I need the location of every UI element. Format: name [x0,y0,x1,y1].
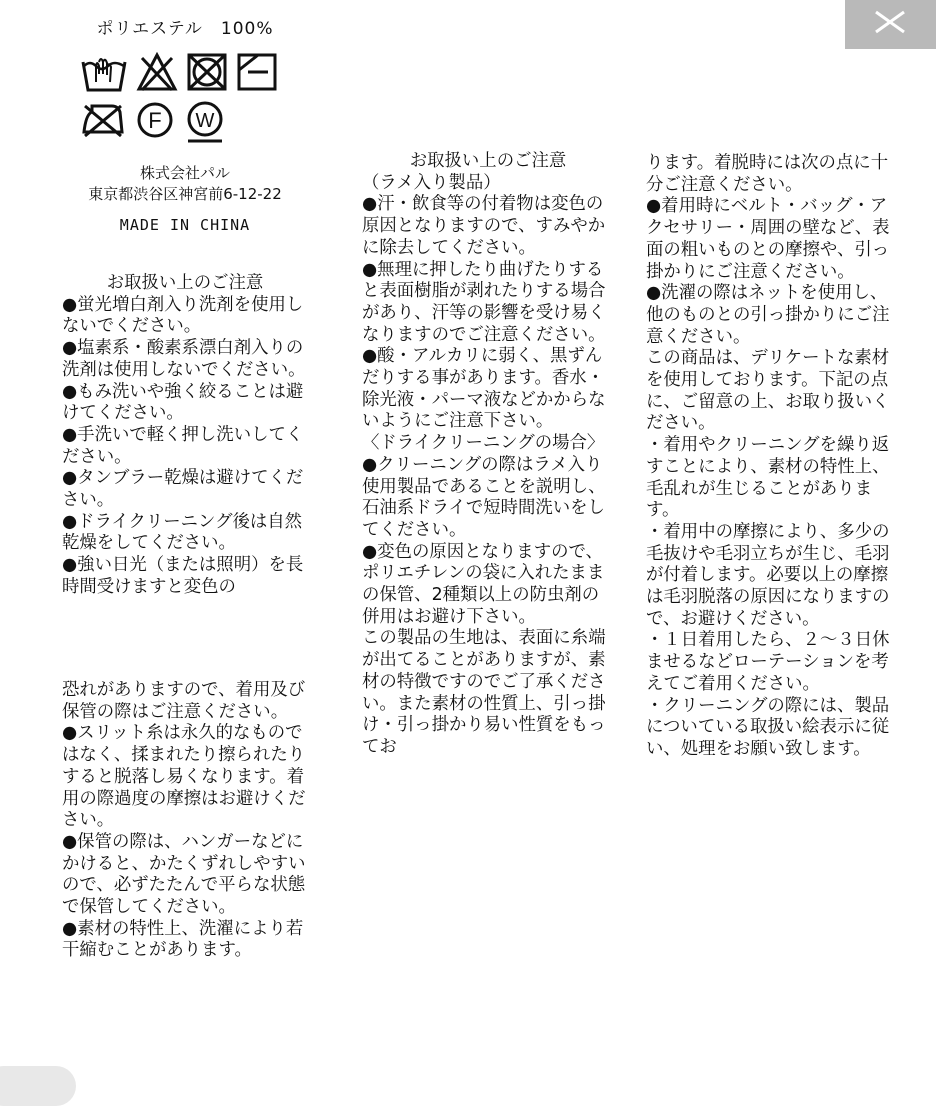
care-notes-column-3 [646,153,890,761]
care-symbols-row-1 [80,52,278,94]
section-title: お取扱い上のご注意 [106,273,264,293]
care-notes-column-1-bottom [62,680,312,962]
list-item: ・クリーニングの際には、製品についている取扱い絵表示に従い、処理をお願い致します。 [646,695,890,759]
care-notes-column-2 [362,151,614,759]
close-button[interactable] [845,0,936,49]
section-subtitle: （ラメ入り製品） [362,172,501,193]
list-item: ●タンブラー乾燥は避けてください。 [62,468,304,511]
list-item: ●無理に押したり曲げたりすると表面樹脂が剥れたりする場合があり、汗等の影響を受け易くなりますのでご注意ください。 [362,259,606,345]
no-iron-icon [80,100,126,138]
list-item: ・１日着用したら、２～３日休ませるなどローテーションを考えてご着用ください。 [646,630,890,694]
list-item: ●クリーニングの際はラメ入り使用製品であることを説明し、石油系ドライで短時間洗いをしてください。 [362,454,606,540]
no-tumble-dry-icon [186,52,228,92]
list-item: ●手洗いで軽く押し洗いしてください。 [62,424,304,467]
list-item: この製品の生地は、表面に糸端が出てることがありますが、素材の特徴ですのでご了承ください。また素材の性質上、引っ掛け・引っ掛かり易い性質をもってお [362,628,606,757]
bottom-nav-tab[interactable] [0,1066,76,1106]
company-address: 東京都渋谷区神宮前6-12-22 [88,185,282,203]
no-bleach-icon [136,52,178,92]
list-item: 〈ドライクリーニングの場合〉 [362,433,605,454]
list-item: 恐れがありますので、着用及び保管の際はご注意ください。 [62,680,306,722]
list-item: ります。着脱時には次の点に十分ご注意ください。 [646,153,889,195]
close-icon [871,10,911,40]
list-item: ●素材の特性上、洗濯により若干縮むことがあります。 [62,918,304,961]
dry-flat-shade-icon [236,52,278,92]
list-item: ●保管の際は、ハンガーなどにかけると、かたくずれしやすいので、必ずたたんで平らな状態で保管してください。 [62,831,306,918]
list-item: ●強い日光（または照明）を長時間受けますと変色の [62,555,304,597]
list-item: ・着用やクリーニングを繰り返すことにより、素材の特性上、毛乱れが生じることがあります。 [646,435,890,521]
list-item: ●着用時にベルト・バッグ・アクセサリー・周囲の壁など、表面の粗いものとの摩擦や、引っ掛かりにご注意ください。 [646,196,890,282]
company-name: 株式会社パル [139,164,230,182]
company-block [40,163,330,205]
list-item: ●酸・アルカリに弱く、黒ずんだりする事があります。香水・除光液・パーマ液などかからないようにご注意下さい。 [362,346,606,432]
list-item: ●洗濯の際はネットを使用し、他のものとの引っ掛かりにご注意ください。 [646,283,890,347]
list-item: ●塩素系・酸素系漂白剤入りの洗剤は使用しないでください。 [62,338,306,380]
hand-wash-icon [80,52,128,94]
list-item: ・着用中の摩擦により、多少の毛抜けや毛羽立ちが生じ、毛羽が付着します。必要以上の摩擦は毛羽脱落の原因になりますので、お避けください。 [646,521,890,629]
wet-clean-letter: W [195,110,215,132]
section-title: お取扱い上のご注意 [409,151,567,171]
dry-clean-letter: F [148,108,162,133]
list-item: ●蛍光増白剤入り洗剤を使用しないでください。 [62,294,304,337]
care-notes-column-1-top [62,273,308,599]
dry-clean-f-icon [134,100,176,140]
list-item: ●ドライクリーニング後は自然乾燥をしてください。 [62,511,303,554]
list-item: ●スリット糸は永久的なものではなく、揉まれたり擦られたりすると脱落し易くなります。着用の際過度の摩擦はお避けください。 [62,723,306,831]
care-symbols-row-2 [80,100,226,144]
list-item: ●もみ洗いや強く絞ることは避けてください。 [62,381,304,424]
fabric-composition: ポリエステル 100% [96,19,274,39]
list-item: ●汗・飲食等の付着物は変色の原因となりますので、すみやかに除去してください。 [362,194,606,258]
list-item: ●変色の原因となりますので、ポリエチレンの袋に入れたままの保管、2種類以上の防虫剤の併用はお避け下さい。 [362,541,605,627]
country-of-origin: MADE IN CHINA [119,216,251,234]
wet-clean-w-icon [184,100,226,144]
list-item: この商品は、デリケートな素材を使用しております。下記の点に、ご留意の上、お取り扱いください。 [646,348,890,434]
